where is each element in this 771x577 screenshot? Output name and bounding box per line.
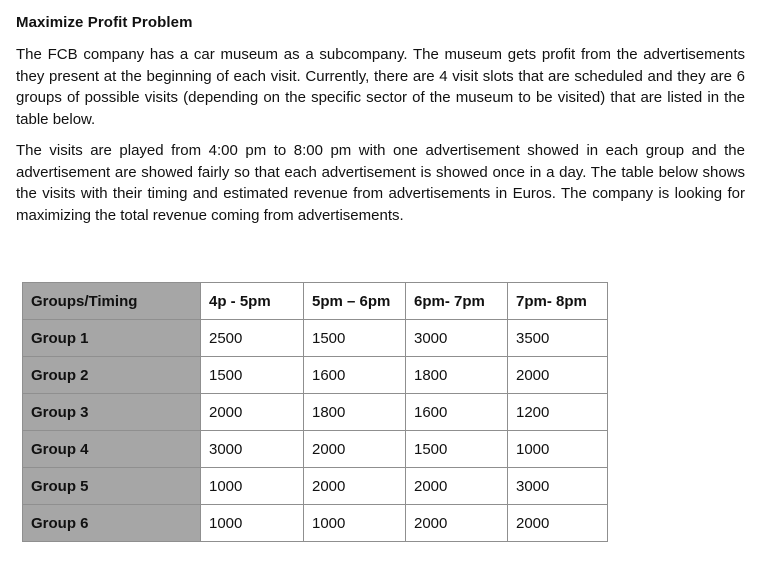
row-group-label: Group 5 — [23, 468, 201, 505]
table-cell: 1500 — [304, 320, 406, 357]
table-cell: 3500 — [508, 320, 608, 357]
row-group-label: Group 3 — [23, 394, 201, 431]
table-cell: 1800 — [406, 357, 508, 394]
table-row — [23, 468, 608, 505]
table-header-row — [23, 283, 608, 320]
table-cell: 2000 — [406, 468, 508, 505]
table-row — [23, 431, 608, 468]
row-group-label: Group 4 — [23, 431, 201, 468]
document-title: Maximize Profit Problem — [16, 14, 193, 31]
table-row — [23, 394, 608, 431]
table-cell: 3000 — [508, 468, 608, 505]
header-groups-timing: Groups/Timing — [23, 283, 201, 320]
table-row — [23, 357, 608, 394]
table-cell: 2000 — [304, 431, 406, 468]
table-cell: 1500 — [406, 431, 508, 468]
table-cell: 1000 — [201, 505, 304, 542]
table-cell: 1000 — [304, 505, 406, 542]
header-slot-6-7pm: 6pm- 7pm — [406, 283, 508, 320]
details-paragraph: The visits are played from 4:00 pm to 8:00 pm with one advertisement showed in each group and the advertisement are showed fairly so that each advertisement is showed once in a day. The table below shows the visits with their timing and estimated revenue from advertisements in Euros. The company is looking for maximizing the total revenue coming from advertisements. — [16, 142, 745, 224]
table-cell: 2000 — [304, 468, 406, 505]
table-cell: 1000 — [508, 431, 608, 468]
table-cell: 3000 — [406, 320, 508, 357]
row-group-label: Group 1 — [23, 320, 201, 357]
row-group-label: Group 2 — [23, 357, 201, 394]
table-cell: 1600 — [304, 357, 406, 394]
intro-paragraph: The FCB company has a car museum as a subcompany. The museum gets profit from the advertisements they present at the beginning of each visit. Currently, there are 4 visit slots that are scheduled and they are 6 groups of possible visits (depending on the specific sector of the museum to be visited) that are listed in the table below. — [16, 46, 745, 128]
table-cell: 2000 — [406, 505, 508, 542]
header-slot-4-5pm: 4p - 5pm — [201, 283, 304, 320]
row-group-label: Group 6 — [23, 505, 201, 542]
table-cell: 1600 — [406, 394, 508, 431]
table-cell: 1500 — [201, 357, 304, 394]
table-row — [23, 320, 608, 357]
revenue-table — [22, 282, 608, 542]
table-cell: 3000 — [201, 431, 304, 468]
table-cell: 1000 — [201, 468, 304, 505]
table-row — [23, 505, 608, 542]
table-cell: 2000 — [508, 505, 608, 542]
table-cell: 2000 — [201, 394, 304, 431]
table-cell: 1800 — [304, 394, 406, 431]
table-cell: 2500 — [201, 320, 304, 357]
table-cell: 2000 — [508, 357, 608, 394]
header-slot-7-8pm: 7pm- 8pm — [508, 283, 608, 320]
header-slot-5-6pm: 5pm – 6pm — [304, 283, 406, 320]
table-cell: 1200 — [508, 394, 608, 431]
